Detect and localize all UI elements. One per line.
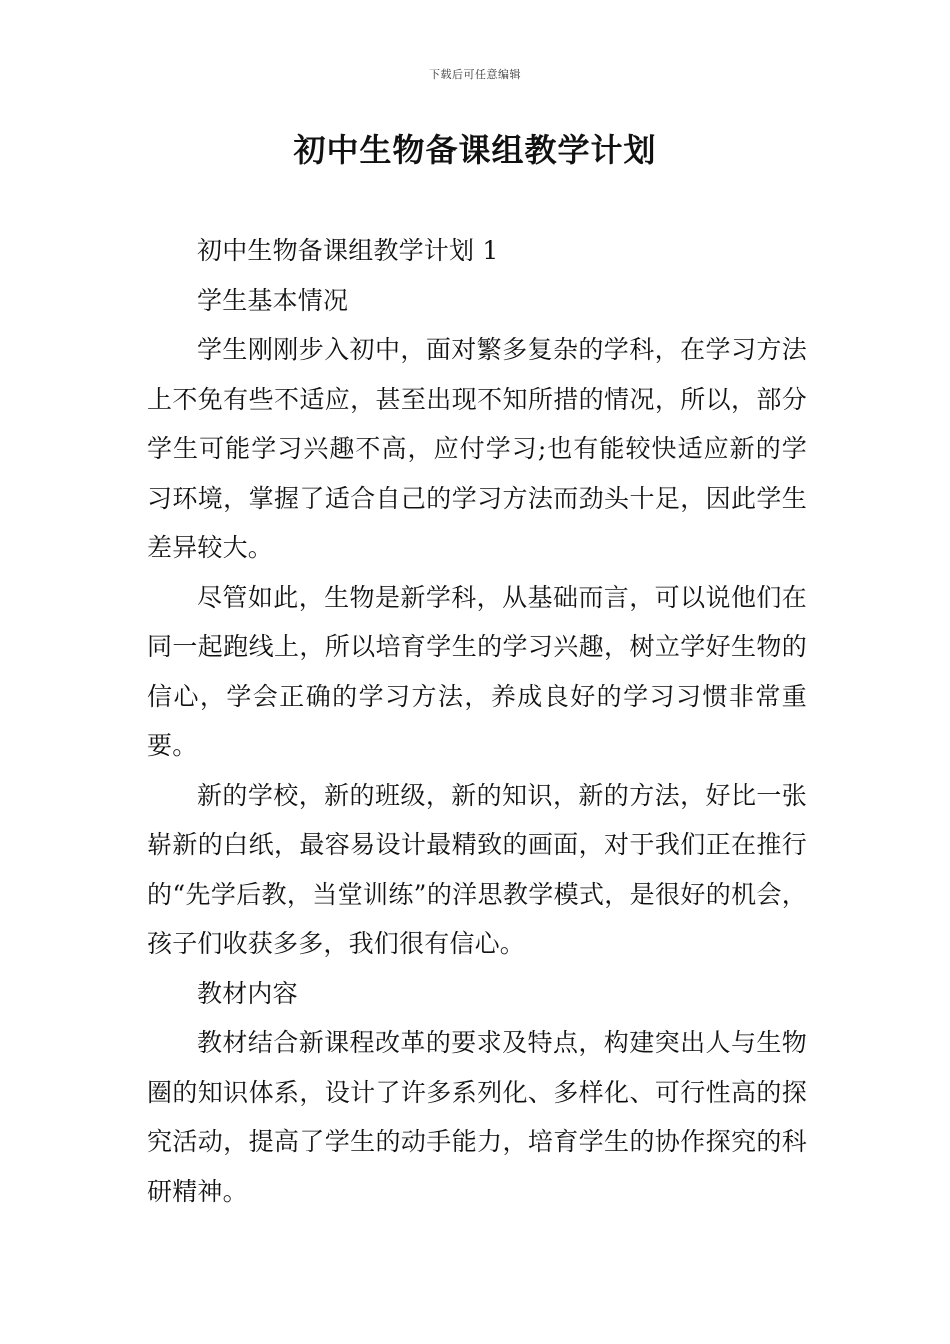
paragraph-textbook-description: 教材结合新课程改革的要求及特点，构建突出人与生物圈的知识体系，设计了许多系列化、多样化、可行性高的探究活动，提高了学生的动手能力，培育学生的协作探究的科研精神。: [147, 1028, 807, 1206]
section-heading-student-situation: 学生基本情况: [197, 285, 349, 315]
paragraph-student-adaptation: 学生刚刚步入初中，面对繁多复杂的学科，在学习方法上不免有些不适应，甚至出现不知所措的情况，所以，部分学生可能学习兴趣不高，应付学习;也有能较快适应新的学习环境，掌握了适合自己的学习方法而劲头十足，因此学生差异较大。: [147, 335, 807, 562]
paragraph-new-school: 新的学校，新的班级，新的知识，新的方法，好比一张崭新的白纸，最容易设计最精致的画面，对于我们正在推行的“先学后教，当堂训练”的洋思教学模式，是很好的机会，孩子们收获多多，我们很有信心。: [147, 780, 807, 958]
document-body: [147, 226, 807, 1216]
document-title: 初中生物备课组教学计划: [293, 131, 657, 169]
section-heading-textbook-content: 教材内容: [197, 978, 298, 1008]
section-heading-plan-1: 初中生物备课组教学计划 1: [197, 236, 499, 265]
header-note: 下载后可任意编辑: [429, 68, 521, 81]
paragraph-biology-new-subject: 尽管如此，生物是新学科，从基础而言，可以说他们在同一起跑线上，所以培育学生的学习兴趣，树立学好生物的信心，学会正确的学习方法，养成良好的学习习惯非常重要。: [147, 582, 807, 760]
